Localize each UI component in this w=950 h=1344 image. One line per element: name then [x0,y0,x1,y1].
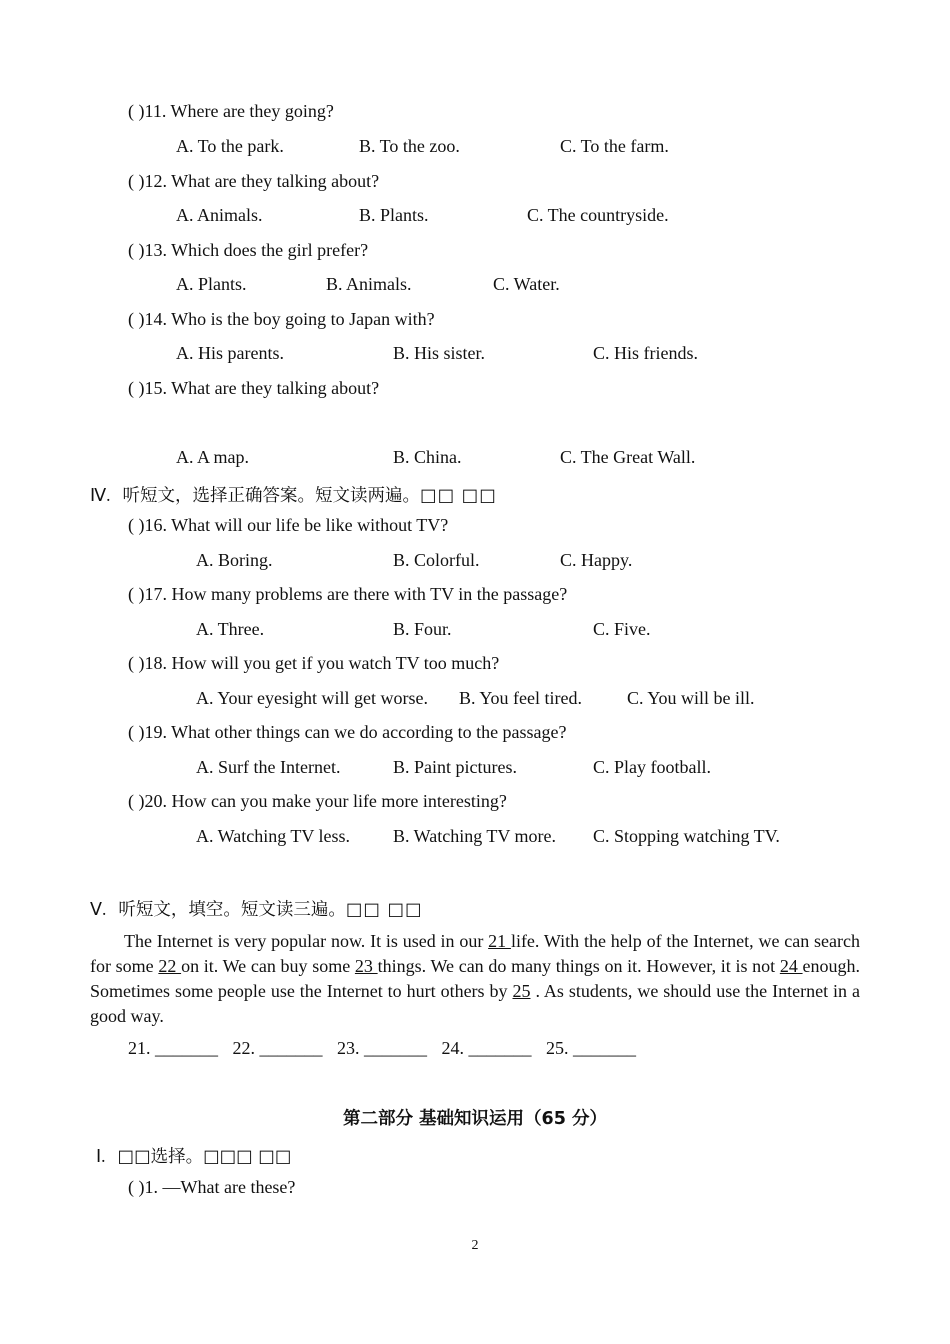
q15-option-c[interactable]: C. The Great Wall. [560,447,696,467]
q13-option-a[interactable]: A. Plants. [176,274,247,294]
question-18-stem: ( )18. How will you get if you watch TV too much? [128,653,500,673]
question-16-stem: ( )16. What will our life be like without TV? [128,515,449,535]
q14-option-b[interactable]: B. His sister. [393,343,486,363]
passage-text-4: things. We can do many things on it. However, it is not [377,956,780,976]
q11-option-b[interactable]: B. To the zoo. [359,136,460,156]
q18-option-c[interactable]: C. You will be ill. [627,688,755,708]
section-5-numeral: Ⅴ. [90,899,107,919]
q12-option-a[interactable]: A. Animals. [176,205,263,225]
q18-option-b[interactable]: B. You feel tired. [459,688,582,708]
section-5-title: 听短文，填空。短文读三遍。 [118,900,346,920]
q19-option-c[interactable]: C. Play football. [593,757,711,777]
q15-option-b[interactable]: B. China. [393,447,462,467]
q13-option-c[interactable]: C. Water. [493,274,560,294]
section-4-missing-glyphs: □□ □□ [420,486,497,506]
q11-option-a[interactable]: A. To the park. [176,136,284,156]
answer-blank-21[interactable]: 21. _______ [128,1038,218,1058]
question-13-stem: ( )13. Which does the girl prefer? [128,240,369,260]
question-17-stem: ( )17. How many problems are there with TV in the passage? [128,584,568,604]
q17-option-a[interactable]: A. Three. [196,619,265,639]
passage-text-6: . As students, we should use the Internet in a good way. [90,981,860,1026]
question-12-stem: ( )12. What are they talking about? [128,171,380,191]
q11-option-c[interactable]: C. To the farm. [560,136,669,156]
q20-option-a[interactable]: A. Watching TV less. [196,826,351,846]
q20-option-b[interactable]: B. Watching TV more. [393,826,557,846]
blank-22: 22 [158,956,182,976]
passage-text-5: enough. Sometimes some people use the Internet to hurt others by [90,956,861,1001]
question-20-stem: ( )20. How can you make your life more interesting? [128,791,507,811]
q17-option-b[interactable]: B. Four. [393,619,452,639]
q19-option-a[interactable]: A. Surf the Internet. [196,757,341,777]
q16-option-b[interactable]: B. Colorful. [393,550,480,570]
blank-24: 24 [779,956,803,976]
question-11-stem: ( )11. Where are they going? [128,101,334,121]
passage-text-3: on it. We can buy some [181,956,355,976]
answer-blank-23[interactable]: 23. _______ [337,1038,427,1058]
q12-option-b[interactable]: B. Plants. [359,205,429,225]
part-2-question-1-stem: ( )1. —What are these? [128,1177,296,1197]
passage [90,929,860,1029]
q12-option-c[interactable]: C. The countryside. [527,205,669,225]
passage-text-2: life. With the help of the Internet, we can search for some [90,931,860,976]
page-number: 2 [471,1238,479,1253]
blank-25: 25 [512,981,531,1001]
q19-option-b[interactable]: B. Paint pictures. [393,757,517,777]
answer-blank-25[interactable]: 25. _______ [546,1038,636,1058]
q15-option-a[interactable]: A. A map. [176,447,250,467]
q20-option-c[interactable]: C. Stopping watching TV. [593,826,780,846]
question-14-stem: ( )14. Who is the boy going to Japan with? [128,309,435,329]
part-2-title: 第二部分 基础知识运用（65 分） [342,1109,608,1129]
answer-blanks-row [128,1038,646,1059]
answer-blank-24[interactable]: 24. _______ [441,1038,532,1058]
section-4-heading [90,482,497,507]
section-4-title: 听短文，选择正确答案。短文读两遍。 [122,486,421,506]
blank-21: 21 [488,931,511,951]
section-5-missing-glyphs: □□ □□ [345,900,423,920]
q13-option-b[interactable]: B. Animals. [326,274,412,294]
q16-option-a[interactable]: A. Boring. [196,550,273,570]
part-2-section-1-title: □□选择。□□□ □□ [117,1147,292,1167]
part-2-section-1-heading [96,1143,291,1168]
part-2-section-1-numeral: Ⅰ. [96,1146,106,1166]
question-19-stem: ( )19. What other things can we do according to the passage? [128,722,567,742]
q17-option-c[interactable]: C. Five. [593,619,651,639]
passage-text-1: The Internet is very popular now. It is used in our [124,931,489,951]
q14-option-c[interactable]: C. His friends. [593,343,698,363]
answer-blank-22[interactable]: 22. _______ [232,1038,323,1058]
q16-option-c[interactable]: C. Happy. [560,550,633,570]
blank-23: 23 [354,956,378,976]
section-5-heading [90,896,423,921]
question-15-stem: ( )15. What are they talking about? [128,378,380,398]
q14-option-a[interactable]: A. His parents. [176,343,284,363]
q18-option-a[interactable]: A. Your eyesight will get worse. [196,688,428,708]
section-4-numeral: Ⅳ. [90,485,111,505]
